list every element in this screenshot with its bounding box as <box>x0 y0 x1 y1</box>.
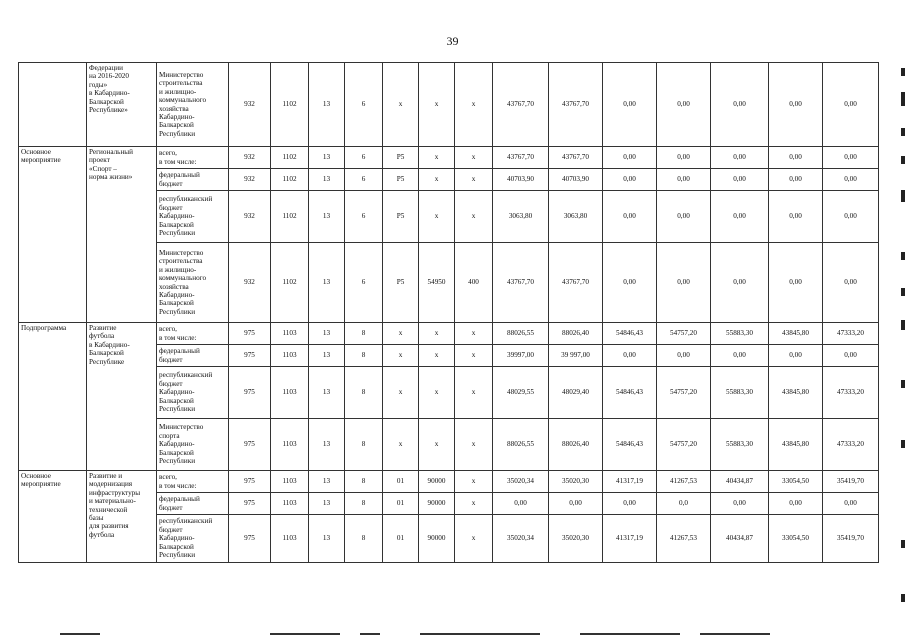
status-cell <box>19 63 87 147</box>
value-cell: 0,00 <box>823 147 879 169</box>
value-cell: 6 <box>345 169 383 191</box>
value-cell: х <box>455 345 493 367</box>
value-cell: 13 <box>309 191 345 243</box>
value-cell: 0,00 <box>823 493 879 515</box>
value-cell: 0,00 <box>657 345 711 367</box>
value-cell: 43767,70 <box>549 63 603 147</box>
value-cell: 0,00 <box>823 169 879 191</box>
value-cell: 41317,19 <box>603 471 657 493</box>
value-cell: 35419,70 <box>823 515 879 563</box>
value-cell: 0,00 <box>711 147 769 169</box>
value-cell: 975 <box>229 493 271 515</box>
value-cell: 43845,80 <box>769 323 823 345</box>
value-cell: 88026,40 <box>549 323 603 345</box>
value-cell: 3063,80 <box>549 191 603 243</box>
value-cell: 6 <box>345 191 383 243</box>
value-cell: 400 <box>455 243 493 323</box>
value-cell: 0,00 <box>657 191 711 243</box>
value-cell: 43845,80 <box>769 419 823 471</box>
value-cell: 40703,90 <box>549 169 603 191</box>
value-cell: х <box>419 323 455 345</box>
value-cell: 0,00 <box>769 345 823 367</box>
funding-source-cell: всего, в том числе: <box>157 323 229 345</box>
funding-source-cell: федеральный бюджет <box>157 493 229 515</box>
value-cell: 47333,20 <box>823 419 879 471</box>
value-cell: 35020,34 <box>493 471 549 493</box>
program-name-cell: Федерации на 2016-2020 годы» в Кабардино- Балкарской Республике» <box>87 63 157 147</box>
value-cell: 90000 <box>419 515 455 563</box>
value-cell: 975 <box>229 471 271 493</box>
value-cell: 13 <box>309 367 345 419</box>
value-cell: 55883,30 <box>711 367 769 419</box>
value-cell: 01 <box>383 471 419 493</box>
value-cell: 975 <box>229 323 271 345</box>
value-cell: 0,00 <box>549 493 603 515</box>
value-cell: 39 997,00 <box>549 345 603 367</box>
value-cell: 0,00 <box>603 63 657 147</box>
value-cell: 0,00 <box>711 169 769 191</box>
value-cell: 0,00 <box>769 147 823 169</box>
value-cell: 0,00 <box>711 493 769 515</box>
value-cell: 48029,40 <box>549 367 603 419</box>
value-cell: 40434,87 <box>711 471 769 493</box>
value-cell: 0,00 <box>769 493 823 515</box>
value-cell: 1103 <box>271 419 309 471</box>
value-cell: 35419,70 <box>823 471 879 493</box>
value-cell: 975 <box>229 367 271 419</box>
status-cell: Основное мероприятие <box>19 147 87 323</box>
value-cell: 1103 <box>271 345 309 367</box>
value-cell: 0,00 <box>711 243 769 323</box>
value-cell: 13 <box>309 169 345 191</box>
value-cell: 0,00 <box>657 169 711 191</box>
value-cell: 40703,90 <box>493 169 549 191</box>
scan-bottom-edge <box>60 632 860 636</box>
value-cell: 0,00 <box>769 169 823 191</box>
value-cell: 932 <box>229 243 271 323</box>
value-cell: 13 <box>309 323 345 345</box>
value-cell: х <box>419 169 455 191</box>
value-cell: х <box>419 367 455 419</box>
program-name-cell: Региональный проект «Спорт – норма жизни» <box>87 147 157 323</box>
value-cell: 55883,30 <box>711 323 769 345</box>
value-cell: 88026,55 <box>493 323 549 345</box>
value-cell: 41267,53 <box>657 515 711 563</box>
value-cell: 0,00 <box>493 493 549 515</box>
value-cell: х <box>455 515 493 563</box>
status-cell: Подпрограмма <box>19 323 87 471</box>
value-cell: 1102 <box>271 147 309 169</box>
value-cell: 0,00 <box>823 63 879 147</box>
value-cell: Р5 <box>383 191 419 243</box>
value-cell: 43767,70 <box>549 147 603 169</box>
value-cell: 932 <box>229 147 271 169</box>
value-cell: 0,00 <box>823 191 879 243</box>
value-cell: х <box>419 63 455 147</box>
value-cell: 54846,43 <box>603 367 657 419</box>
value-cell: 35020,30 <box>549 471 603 493</box>
value-cell: х <box>455 191 493 243</box>
value-cell: 0,00 <box>823 243 879 323</box>
value-cell: 54757,20 <box>657 367 711 419</box>
value-cell: 13 <box>309 63 345 147</box>
value-cell: 13 <box>309 147 345 169</box>
value-cell: 54846,43 <box>603 419 657 471</box>
value-cell: 54846,43 <box>603 323 657 345</box>
value-cell: 8 <box>345 419 383 471</box>
value-cell: 1103 <box>271 367 309 419</box>
value-cell: х <box>455 147 493 169</box>
funding-source-cell: всего, в том числе: <box>157 147 229 169</box>
table-body <box>19 63 879 563</box>
value-cell: 88026,40 <box>549 419 603 471</box>
value-cell: 13 <box>309 493 345 515</box>
value-cell: Р5 <box>383 243 419 323</box>
funding-source-cell: всего, в том числе: <box>157 471 229 493</box>
table-row <box>19 471 879 493</box>
value-cell: х <box>383 63 419 147</box>
value-cell: х <box>455 493 493 515</box>
value-cell: 43767,70 <box>549 243 603 323</box>
value-cell: 3063,80 <box>493 191 549 243</box>
table-row <box>19 63 879 147</box>
value-cell: 33054,50 <box>769 515 823 563</box>
value-cell: 54950 <box>419 243 455 323</box>
value-cell: 8 <box>345 345 383 367</box>
value-cell: 54757,20 <box>657 419 711 471</box>
value-cell: 13 <box>309 515 345 563</box>
value-cell: 0,00 <box>823 345 879 367</box>
value-cell: 6 <box>345 243 383 323</box>
value-cell: 0,00 <box>769 243 823 323</box>
value-cell: 975 <box>229 419 271 471</box>
value-cell: 43845,80 <box>769 367 823 419</box>
value-cell: х <box>383 323 419 345</box>
value-cell: х <box>383 367 419 419</box>
value-cell: х <box>419 147 455 169</box>
value-cell: 0,00 <box>769 63 823 147</box>
value-cell: 932 <box>229 169 271 191</box>
value-cell: х <box>455 419 493 471</box>
value-cell: х <box>383 345 419 367</box>
funding-source-cell: Министерство спорта Кабардино- Балкарской Республики <box>157 419 229 471</box>
value-cell: 0,00 <box>603 345 657 367</box>
value-cell: 0,00 <box>711 345 769 367</box>
value-cell: х <box>455 367 493 419</box>
value-cell: 8 <box>345 367 383 419</box>
funding-source-cell: республиканский бюджет Кабардино- Балкарской Республики <box>157 367 229 419</box>
status-cell: Основное мероприятие <box>19 471 87 563</box>
program-name-cell: Развитие футбола в Кабардино- Балкарской Республике <box>87 323 157 471</box>
value-cell: 55883,30 <box>711 419 769 471</box>
value-cell: 41317,19 <box>603 515 657 563</box>
value-cell: х <box>419 419 455 471</box>
value-cell: 0,00 <box>603 169 657 191</box>
value-cell: х <box>455 63 493 147</box>
value-cell: 48029,55 <box>493 367 549 419</box>
value-cell: 932 <box>229 63 271 147</box>
value-cell: 0,00 <box>657 147 711 169</box>
value-cell: 0,00 <box>769 191 823 243</box>
value-cell: 0,00 <box>711 191 769 243</box>
value-cell: 1103 <box>271 471 309 493</box>
page-number: 39 <box>446 34 459 48</box>
value-cell: 43767,70 <box>493 243 549 323</box>
value-cell: 0,00 <box>603 493 657 515</box>
table-row <box>19 147 879 169</box>
value-cell: 0,00 <box>711 63 769 147</box>
funding-source-cell: федеральный бюджет <box>157 169 229 191</box>
value-cell: 33054,50 <box>769 471 823 493</box>
value-cell: х <box>419 191 455 243</box>
value-cell: 1102 <box>271 243 309 323</box>
scan-edge-marks <box>899 20 905 620</box>
funding-source-cell: республиканский бюджет Кабардино- Балкарской Республики <box>157 191 229 243</box>
value-cell: 47333,20 <box>823 323 879 345</box>
value-cell: 41267,53 <box>657 471 711 493</box>
value-cell: 13 <box>309 243 345 323</box>
value-cell: 54757,20 <box>657 323 711 345</box>
value-cell: х <box>455 323 493 345</box>
value-cell: х <box>455 471 493 493</box>
value-cell: 0,00 <box>603 191 657 243</box>
value-cell: Р5 <box>383 169 419 191</box>
budget-table <box>18 62 879 563</box>
value-cell: 8 <box>345 515 383 563</box>
value-cell: 35020,30 <box>549 515 603 563</box>
funding-source-cell: федеральный бюджет <box>157 345 229 367</box>
value-cell: 90000 <box>419 493 455 515</box>
value-cell: 6 <box>345 147 383 169</box>
value-cell: 8 <box>345 323 383 345</box>
value-cell: х <box>419 345 455 367</box>
value-cell: 90000 <box>419 471 455 493</box>
value-cell: 01 <box>383 493 419 515</box>
funding-source-cell: Министерство строительства и жилищно- коммунального хозяйства Кабардино- Балкарской Республики <box>157 243 229 323</box>
value-cell: 975 <box>229 345 271 367</box>
value-cell: 0,00 <box>657 243 711 323</box>
value-cell: х <box>383 419 419 471</box>
value-cell: х <box>455 169 493 191</box>
value-cell: 0,00 <box>657 63 711 147</box>
value-cell: 39997,00 <box>493 345 549 367</box>
value-cell: 0,00 <box>603 147 657 169</box>
value-cell: 1102 <box>271 191 309 243</box>
program-name-cell: Развитие и модернизация инфраструктуры и материально- технической базы для развития футбола <box>87 471 157 563</box>
value-cell: 43767,70 <box>493 147 549 169</box>
value-cell: 43767,70 <box>493 63 549 147</box>
value-cell: 975 <box>229 515 271 563</box>
value-cell: 0,0 <box>657 493 711 515</box>
value-cell: 932 <box>229 191 271 243</box>
value-cell: 13 <box>309 345 345 367</box>
value-cell: 6 <box>345 63 383 147</box>
value-cell: 8 <box>345 493 383 515</box>
value-cell: 35020,34 <box>493 515 549 563</box>
table-row <box>19 323 879 345</box>
value-cell: 40434,87 <box>711 515 769 563</box>
value-cell: 1103 <box>271 323 309 345</box>
value-cell: 13 <box>309 419 345 471</box>
value-cell: 01 <box>383 515 419 563</box>
value-cell: 1103 <box>271 515 309 563</box>
funding-source-cell: Министерство строительства и жилищно- коммунального хозяйства Кабардино- Балкарской Республики <box>157 63 229 147</box>
value-cell: 47333,20 <box>823 367 879 419</box>
value-cell: Р5 <box>383 147 419 169</box>
value-cell: 0,00 <box>603 243 657 323</box>
value-cell: 1103 <box>271 493 309 515</box>
value-cell: 13 <box>309 471 345 493</box>
funding-source-cell: республиканский бюджет Кабардино- Балкарской Республики <box>157 515 229 563</box>
value-cell: 88026,55 <box>493 419 549 471</box>
value-cell: 1102 <box>271 63 309 147</box>
value-cell: 8 <box>345 471 383 493</box>
value-cell: 1102 <box>271 169 309 191</box>
